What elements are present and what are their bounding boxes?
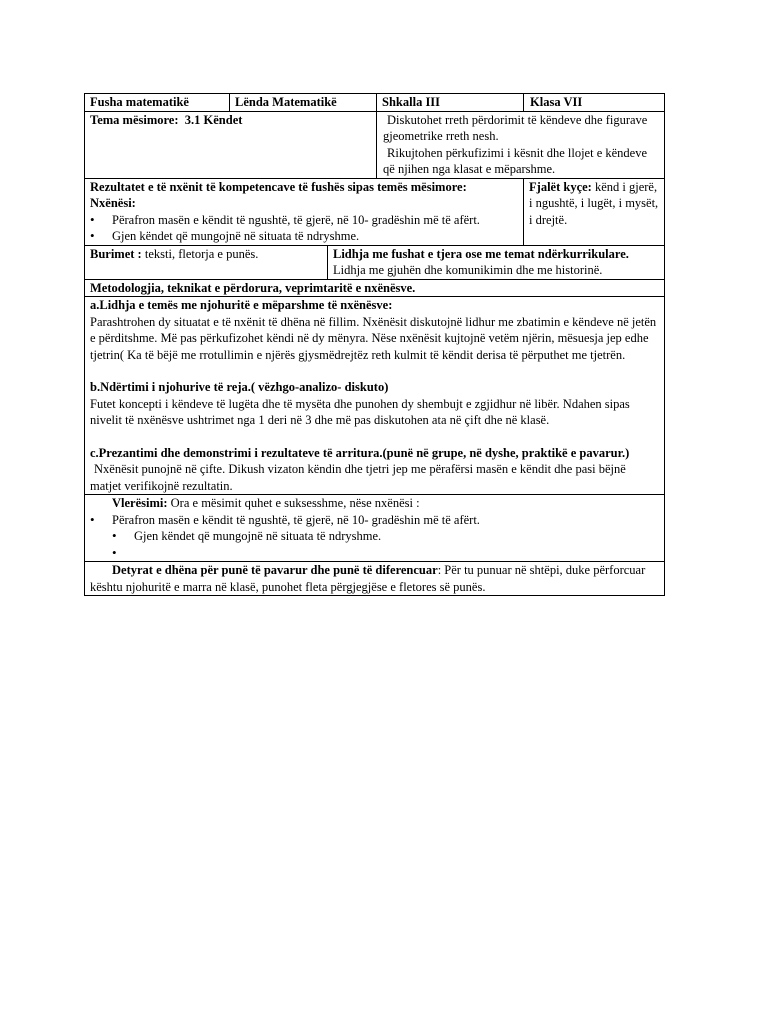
fjalet-kyce-label: Fjalët kyçe: xyxy=(529,179,592,194)
section-a-text: Parashtrohen dy situatat e të nxënit të dhëna në fillim. Nxënësit diskutojnë lidhur me zbatimin e këndeve në jetën e përditshme. Më pas përkufizohet këndi në dy mënyra. Nëse nxënësit kujtojnë vetëm njërin, mësuesja jep edhe tjetrin( Ka të bëjë me rrotullimin e njërës gjysmëdrejtëz reth kulmit të këndit derisa të përputhet me tjetrën. xyxy=(90,314,657,362)
rezultatet-item-text: Përafron masën e këndit të ngushtë, të gjerë, në 10- gradëshin më të afërt. xyxy=(112,212,480,227)
tema-label: Tema mësimore: xyxy=(90,112,179,127)
tema-cell xyxy=(85,111,377,178)
burimet-value: teksti, fletorja e punës. xyxy=(144,246,259,261)
shkalla-label: Shkalla III xyxy=(382,95,441,109)
bullet-icon: • xyxy=(90,228,95,243)
metodologjia-title: Metodologjia, teknikat e përdorura, veprimtaritë e nxënësve. xyxy=(90,280,416,295)
burimet-row xyxy=(85,245,665,279)
metodologjia-title-cell xyxy=(85,279,665,297)
bullet-icon: • xyxy=(112,544,117,560)
vleresimi-intro xyxy=(90,495,659,512)
lidhja-label: Lidhja me fushat e tjera ose me temat ndërkurrikulare. xyxy=(333,246,629,261)
bullet-icon: • xyxy=(90,211,95,227)
rezultatet-item xyxy=(90,212,518,229)
detyrat-row xyxy=(85,562,665,596)
vleresimi-item xyxy=(90,512,659,529)
metodologjia-title-row xyxy=(85,279,665,297)
detyrat-text xyxy=(90,562,659,595)
detyrat-value: : Për tu punuar në shtëpi, duke përforcuar kështu njohuritë e marra në klasë, punohet fleta përgjegjëse e fletores së punës. xyxy=(90,563,646,594)
shkalla-cell xyxy=(377,94,524,112)
bullet-icon: • xyxy=(90,511,95,527)
rezultatet-title: Rezultatet e të nxënit të kompetencave të fushës sipas temës mësimore: xyxy=(90,179,467,194)
vleresimi-intro-text: Ora e mësimit quhet e suksesshme, nëse nxënësi : xyxy=(170,496,420,510)
vleresimi-cell xyxy=(85,495,665,562)
detyrat-label: Detyrat e dhëna për punë të pavarur dhe punë të diferencuar xyxy=(112,563,438,577)
section-a-title: a.Lidhja e temës me njohuritë e mëparshme të nxënësve: xyxy=(90,298,393,312)
fjalet-kyce-value: kënd i gjerë, i ngushtë, i lugët, i mysët, i drejtë. xyxy=(529,179,659,227)
situata-cell xyxy=(377,111,665,178)
vleresimi-label: Vlerësimi: xyxy=(112,496,168,510)
situata-1: Diskutohet rreth përdorimit të këndeve dhe figurave gjeometrike rreth nesh. xyxy=(383,112,648,143)
lenda-label: Lënda Matematikë xyxy=(235,95,337,109)
lenda-cell xyxy=(230,94,377,112)
vleresimi-item-text: Përafron masën e këndit të ngushtë, të gjerë, në 10- gradëshin më të afërt. xyxy=(112,512,480,527)
section-c-text: Nxënësit punojnë në çifte. Dikush vizaton këndin dhe tjetri jep me përafërsi masën e këndit dhe pasi bëjnë matjet verifikojnë rezultatin. xyxy=(90,462,626,493)
rezultatet-item-text: Gjen këndet që mungojnë në situata të ndryshme. xyxy=(112,229,360,243)
fjalet-kyce-cell xyxy=(524,178,665,245)
vleresimi-item xyxy=(90,545,659,562)
rezultatet-cell xyxy=(85,178,524,245)
nxenesi-label: Nxënësi: xyxy=(90,196,136,210)
bullet-icon: • xyxy=(112,528,117,543)
section-b-title: b.Ndërtimi i njohurive të reja.( vëzhgo-analizo- diskuto) xyxy=(90,380,389,394)
section-c-title: c.Prezantimi dhe demonstrimi i rezultateve të arritura.(punë në grupe, në dyshe, praktikë e pavarur.) xyxy=(90,445,630,460)
lesson-plan xyxy=(84,93,664,596)
header-row xyxy=(85,94,665,112)
metodologjia-body-row xyxy=(85,297,665,495)
rezultatet-item xyxy=(90,228,518,245)
lidhja-value: Lidhja me gjuhën dhe komunikimin dhe me historinë. xyxy=(333,263,603,277)
detyrat-cell xyxy=(85,562,665,596)
lesson-plan-table xyxy=(84,93,665,596)
rezultatet-row xyxy=(85,178,665,245)
burimet-label: Burimet : xyxy=(90,246,142,261)
lidhja-cell xyxy=(328,245,665,279)
vleresimi-item xyxy=(90,528,659,545)
vleresimi-item-text: Gjen këndet që mungojnë në situata të ndryshme. xyxy=(134,529,382,543)
tema-value: 3.1 Këndet xyxy=(184,112,243,127)
fusha-label: Fusha matematikë xyxy=(90,95,189,109)
fusha-cell xyxy=(85,94,230,112)
situata-2: Rikujtohen përkufizimi i kësnit dhe llojet e këndeve që njihen nga klasat e mëparshme. xyxy=(383,145,648,176)
tema-row xyxy=(85,111,665,178)
section-b-text: Futet koncepti i këndeve të lugëta dhe të mysëta dhe punohen dy shembujt e zgjidhur në libër. Ndahen sipas nivelit të nxënësve ushtrimet nga 1 deri në 3 dhe më pas diskutohen ata në çift dhe në klasë. xyxy=(90,396,630,427)
klasa-label: Klasa VII xyxy=(530,95,583,109)
burimet-cell xyxy=(85,245,328,279)
vleresimi-row xyxy=(85,495,665,562)
metodologjia-body-cell xyxy=(85,297,665,495)
klasa-cell xyxy=(524,94,665,112)
